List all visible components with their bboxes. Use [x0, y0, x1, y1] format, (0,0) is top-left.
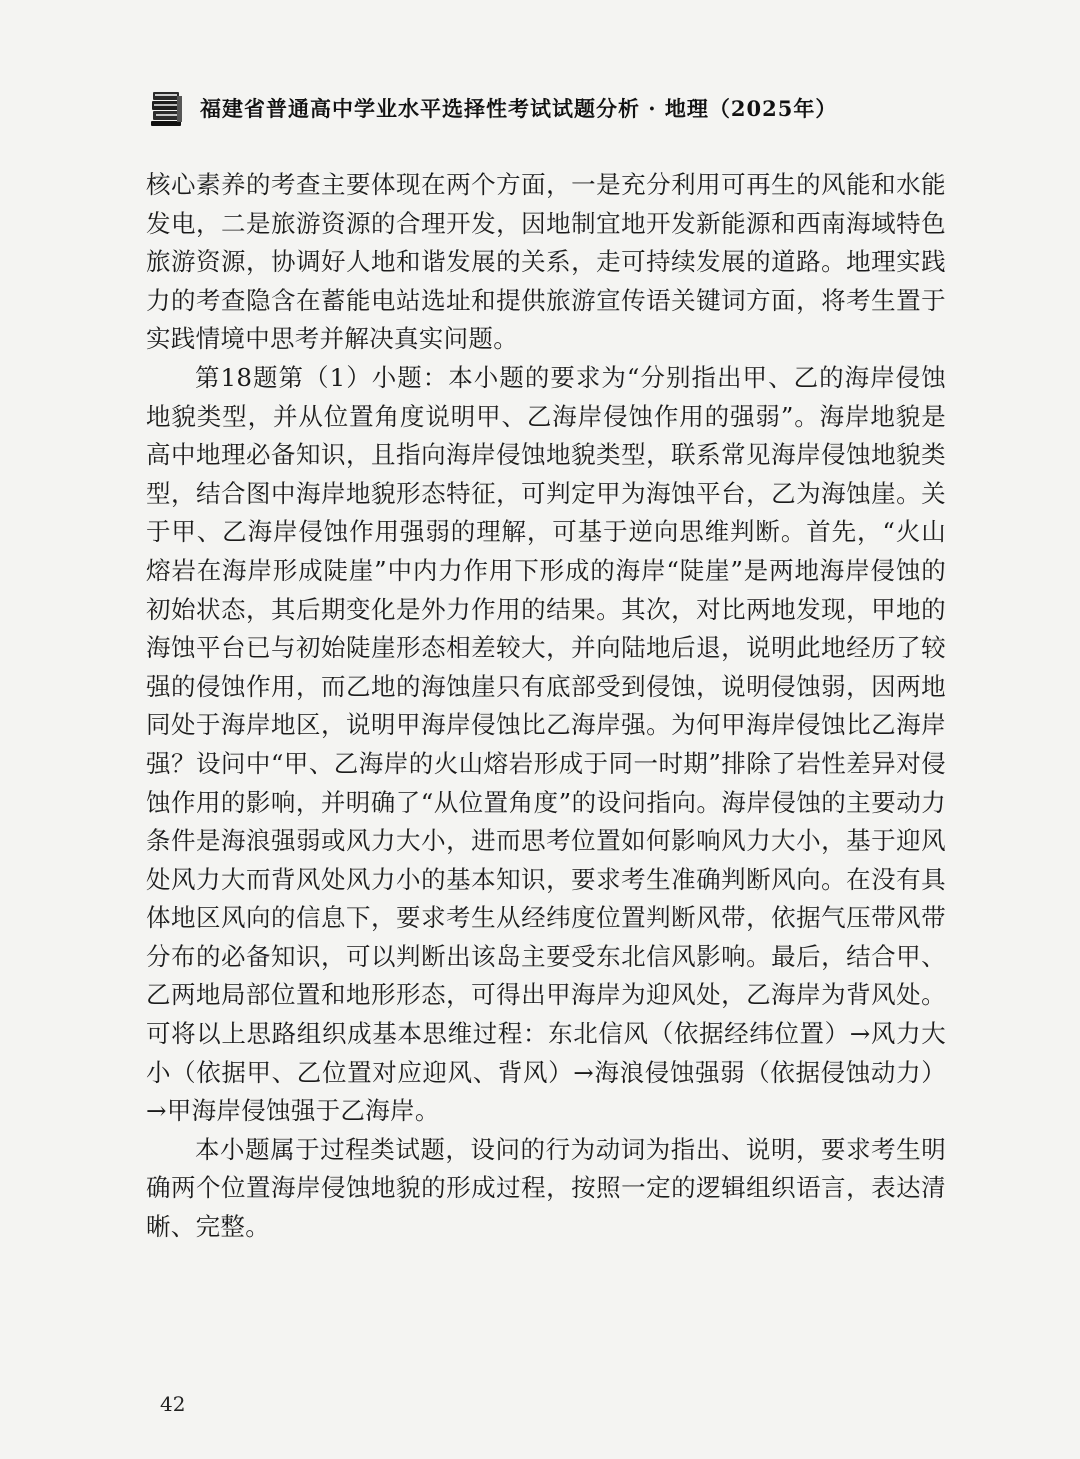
book-stack-icon	[150, 88, 184, 128]
running-header	[150, 86, 950, 130]
body-text	[146, 166, 946, 1247]
header-title: 福建省普通高中学业水平选择性考试试题分析 · 地理（2025年）	[200, 96, 838, 121]
page-number: 42	[160, 1392, 186, 1416]
paragraph-1: 核心素养的考查主要体现在两个方面，一是充分利用可再生的风能和水能发电，二是旅游资源的合理开发，因地制宜地开发新能源和西南海域特色旅游资源，协调好人地和谐发展的关系，走可持续发展的道路。地理实践力的考查隐含在蓄能电站选址和提供旅游宣传语关键词方面，将考生置于实践情境中思考并解决真实问题。	[146, 170, 946, 354]
paragraph-3: 本小题属于过程类试题，设问的行为动词为指出、说明，要求考生明确两个位置海岸侵蚀地貌的形成过程，按照一定的逻辑组织语言，表达清晰、完整。	[146, 1134, 946, 1242]
paragraph-2: 第18题第（1）小题：本小题的要求为“分别指出甲、乙的海岸侵蚀地貌类型，并从位置角度说明甲、乙海岸侵蚀作用的强弱”。海岸地貌是高中地理必备知识，且指向海岸侵蚀地貌类型，联系常见海岸侵蚀地貌类型，结合图中海岸地貌形态特征，可判定甲为海蚀平台，乙为海蚀崖。关于甲、乙海岸侵蚀作用强弱的理解，可基于逆向思维判断。首先，“火山熔岩在海岸形成陡崖”中内力作用下形成的海岸“陡崖”是两地海岸侵蚀的初始状态，其后期变化是外力作用的结果。其次，对比两地发现，甲地的海蚀平台已与初始陡崖形态相差较大，并向陆地后退，说明此地经历了较强的侵蚀作用，而乙地的海蚀崖只有底部受到侵蚀，说明侵蚀弱，因两地同处于海岸地区，说明甲海岸侵蚀比乙海岸强。为何甲海岸侵蚀比乙海岸强？设问中“甲、乙海岸的火山熔岩形成于同一时期”排除了岩性差异对侵蚀作用的影响，并明确了“从位置角度”的设问指向。海岸侵蚀的主要动力条件是海浪强弱或风力大小，进而思考位置如何影响风力大小，基于迎风处风力大而背风处风力小的基本知识，要求考生准确判断风向。在没有具体地区风向的信息下，要求考生从经纬度位置判断风带，依据气压带风带分布的必备知识，可以判断出该岛主要受东北信风影响。最后，结合甲、乙两地局部位置和地形形态，可得出甲海岸为迎风处，乙海岸为背风处。可将以上思路组织成基本思维过程：东北信风（依据经纬位置）→风力大小（依据甲、乙位置对应迎风、背风）→海浪侵蚀强弱（依据侵蚀动力）→甲海岸侵蚀强于乙海岸。	[146, 362, 946, 1126]
